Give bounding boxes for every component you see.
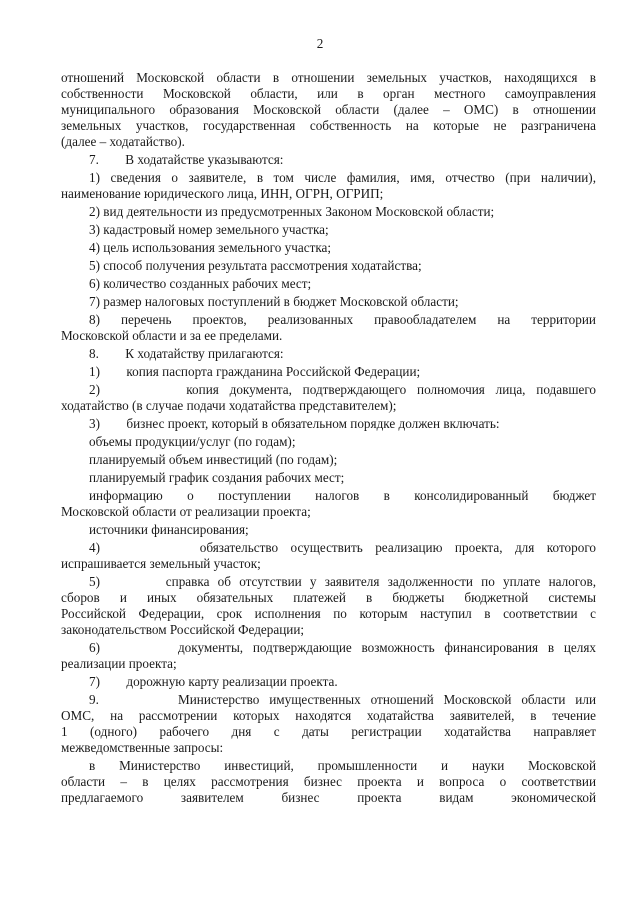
text-line: области – в целях рассмотрения бизнес проекта и вопроса о соответствии	[61, 774, 596, 789]
text-line: планируемый график создания рабочих мест;	[89, 470, 345, 485]
text-line: законодательством Российской Федерации;	[61, 622, 305, 637]
text-line: ходатайство (в случае подачи ходатайства представителем);	[61, 398, 397, 413]
text-line: сборов и иных обязательных платежей в бюджеты бюджетной системы	[61, 590, 596, 605]
text-line: Московской области и за ее пределами.	[61, 328, 283, 343]
text-line: 4) цель использования земельного участка;	[89, 240, 332, 255]
text-line: источники финансирования;	[89, 522, 249, 537]
text-line: 3) бизнес проект, который в обязательном порядке должен включать:	[89, 416, 500, 431]
text-line: Московской области от реализации проекта;	[61, 504, 311, 519]
text-line: 7. В ходатайстве указываются:	[89, 152, 284, 167]
text-line: (далее – ходатайство).	[61, 134, 185, 149]
text-line: муниципального образования Московской области (далее – ОМС) в отношении	[61, 102, 596, 117]
text-line: ОМС, на рассмотрении которых находятся ходатайства заявителей, в течение	[61, 708, 596, 723]
text-line: объемы продукции/услуг (по годам);	[89, 434, 296, 449]
text-line: 6) документы, подтверждающие возможность финансирования в целях	[89, 640, 596, 655]
text-line: в Министерство инвестиций, промышленности и науки Московской	[89, 758, 596, 773]
text-line: земельных участков, государственная собственность на которые не разграничена	[61, 118, 596, 133]
page-number: 2	[316, 36, 324, 51]
text-line: 7) дорожную карту реализации проекта.	[89, 674, 338, 689]
text-line: информацию о поступлении налогов в консолидированный бюджет	[89, 488, 596, 503]
text-line: Российской Федерации, срок исполнения по которым наступил в соответствии с	[61, 606, 596, 621]
text-line: 4) обязательство осуществить реализацию проекта, для которого	[89, 540, 596, 555]
text-line: межведомственные запросы:	[61, 740, 224, 755]
text-line: планируемый объем инвестиций (по годам);	[89, 452, 338, 467]
text-line: 1 (одного) рабочего дня с даты регистрации ходатайства направляет	[61, 724, 596, 739]
text-line: 6) количество созданных рабочих мест;	[89, 276, 312, 291]
text-line: собственности Московской области, или в орган местного самоуправления	[61, 86, 596, 101]
text-line: реализации проекта;	[61, 656, 177, 671]
text-line: 5) справка об отсутствии у заявителя задолженности по уплате налогов,	[89, 574, 596, 589]
text-line: отношений Московской области в отношении земельных участков, находящихся в	[61, 70, 596, 85]
text-line: испрашивается земельный участок;	[61, 556, 261, 571]
text-line: предлагаемого заявителем бизнес проекта видам экономической	[61, 790, 596, 805]
text-line: 1) копия паспорта гражданина Российской Федерации;	[89, 364, 421, 379]
text-line: 7) размер налоговых поступлений в бюджет Московской области;	[89, 294, 459, 309]
text-line: 1) сведения о заявителе, в том числе фамилия, имя, отчество (при наличии),	[89, 170, 596, 185]
text-line: 5) способ получения результата рассмотрения ходатайства;	[89, 258, 422, 273]
text-line: 3) кадастровый номер земельного участка;	[89, 222, 329, 237]
text-line: наименование юридического лица, ИНН, ОГРН, ОГРИП;	[61, 186, 384, 201]
text-line: 8) перечень проектов, реализованных правообладателем на территории	[89, 312, 596, 327]
text-line: 2) вид деятельности из предусмотренных Законом Московской области;	[89, 204, 495, 219]
text-line: 8. К ходатайству прилагаются:	[89, 346, 284, 361]
text-line: 2) копия документа, подтверждающего полномочия лица, подавшего	[89, 382, 596, 397]
text-line: 9. Министерство имущественных отношений Московской области или	[89, 692, 596, 707]
